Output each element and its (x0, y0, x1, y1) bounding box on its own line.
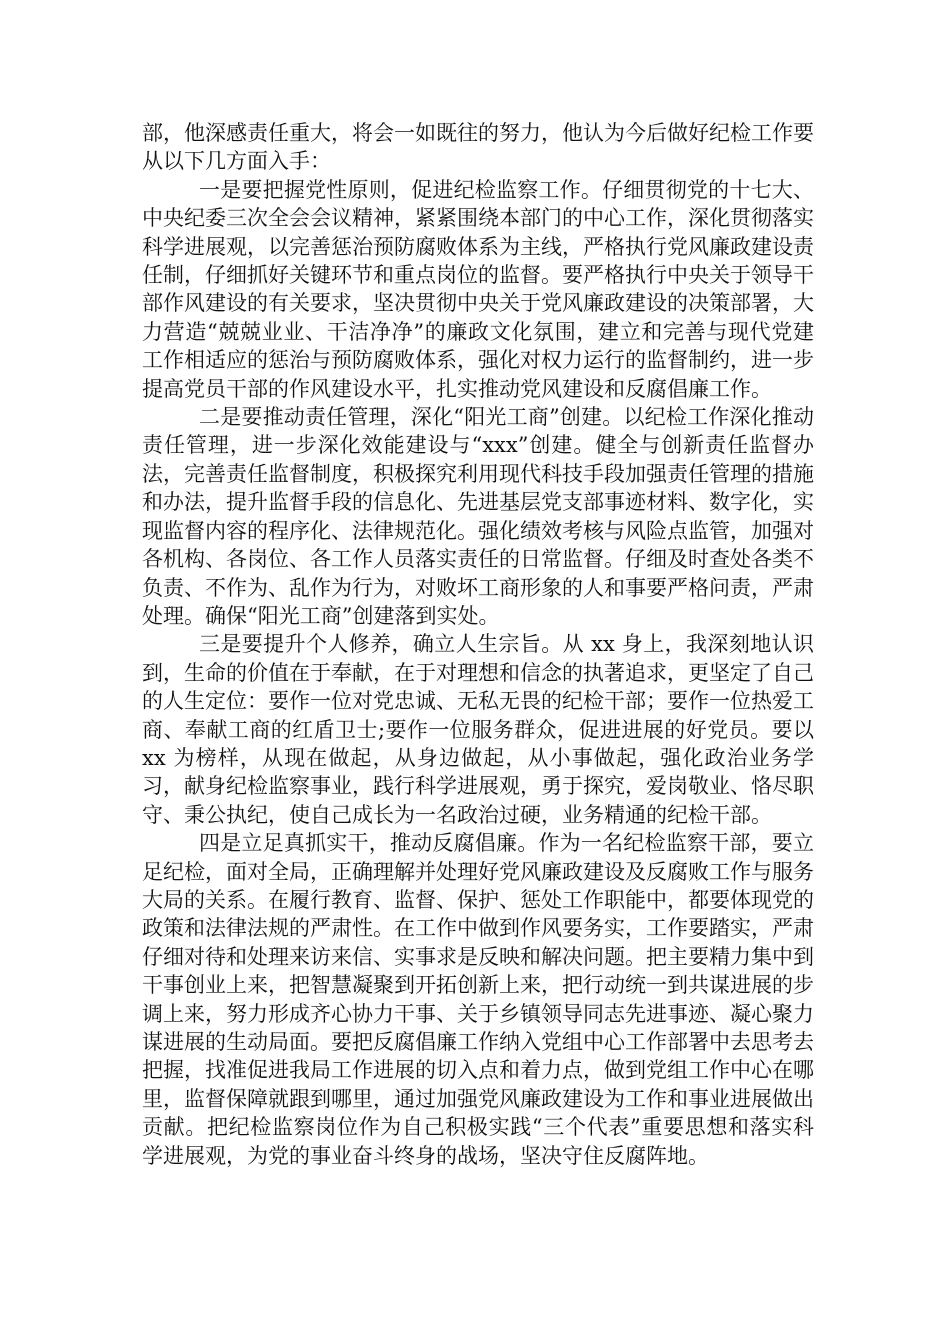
document-body (142, 119, 814, 1170)
paragraph-point-one: 一是要把握党性原则，促进纪检监察工作。仔细贯彻党的十七大、中央纪委三次全会会议精神，紧紧围绕本部门的中心工作，深化贯彻落实科学进展观，以完善惩治预防腐败体系为主线，严格执行党风廉政建设责任制，仔细抓好关键环节和重点岗位的监督。要严格执行中央关于领导干部作风建设的有关要求，坚决贯彻中央关于党风廉政建设的决策部署，大力营造“兢兢业业、干洁净净”的廉政文化氛围，建立和完善与现代党建工作相适应的惩治与预防腐败体系，强化对权力运行的监督制约，进一步提高党员干部的作风建设水平，扎实推动党风建设和反腐倡廉工作。 (142, 177, 814, 401)
paragraph-point-two: 二是要推动责任管理，深化“阳光工商”创建。以纪检工作深化推动责任管理，进一步深化效能建设与“xxx”创建。健全与创新责任监督办法，完善责任监督制度，积极探究利用现代科技手段加强责任管理的措施和办法，提升监督手段的信息化、先进基层党支部事迹材料、数字化，实现监督内容的程序化、法律规范化。强化绩效考核与风险点监管，加强对各机构、各岗位、各工作人员落实责任的日常监督。仔细及时查处各类不负责、不作为、乱作为行为，对败坏工商形象的人和事要严格问责，严肃处理。确保“阳光工商”创建落到实处。 (142, 405, 814, 628)
paragraph-point-four: 四是立足真抓实干，推动反腐倡廉。作为一名纪检监察干部，要立足纪检，面对全局，正确理解并处理好党风廉政建设及反腐败工作与服务大局的关系。在履行教育、监督、保护、惩处工作职能中，都要体现党的政策和法律法规的严肃性。在工作中做到作风要务实，工作要踏实，严肃仔细对待和处理来访来信、实事求是反映和解决问题。把主要精力集中到干事创业上来，把智慧凝聚到开拓创新上来，把行动统一到共谋进展的步调上来，努力形成齐心协力干事、关于乡镇领导同志先进事迹、凝心聚力谋进展的生动局面。要把反腐倡廉工作纳入党组中心工作部署中去思考去把握，找准促进我局工作进展的切入点和着力点，做到党组工作中心在哪里，监督保障就跟到哪里，通过加强党风廉政建设为工作和事业进展做出贡献。把纪检监察岗位作为自己积极实践“三个代表”重要思想和落实科学进展观，为党的事业奋斗终身的战场，坚决守住反腐阵地。 (142, 831, 814, 1168)
paragraph-point-three: 三是要提升个人修养，确立人生宗旨。从 xx 身上，我深刻地认识到，生命的价值在于奉献，在于对理想和信念的执著追求，更坚定了自己的人生定位：要作一位对党忠诚、无私无畏的纪检干部；要作一位热爱工商、奉献工商的红盾卫士;要作一位服务群众，促进进展的好党员。要以 xx 为榜样，从现在做起，从身边做起，从小事做起，强化政治业务学习，献身纪检监察事业，践行科学进展观，勇于探究，爱岗敬业、恪尽职守、秉公执纪，使自己成长为一名政治过硬，业务精通的纪检干部。 (142, 632, 814, 827)
paragraph-continuation: 部，他深感责任重大，将会一如既往的努力，他认为今后做好纪检工作要从以下几方面入手： (142, 121, 814, 174)
